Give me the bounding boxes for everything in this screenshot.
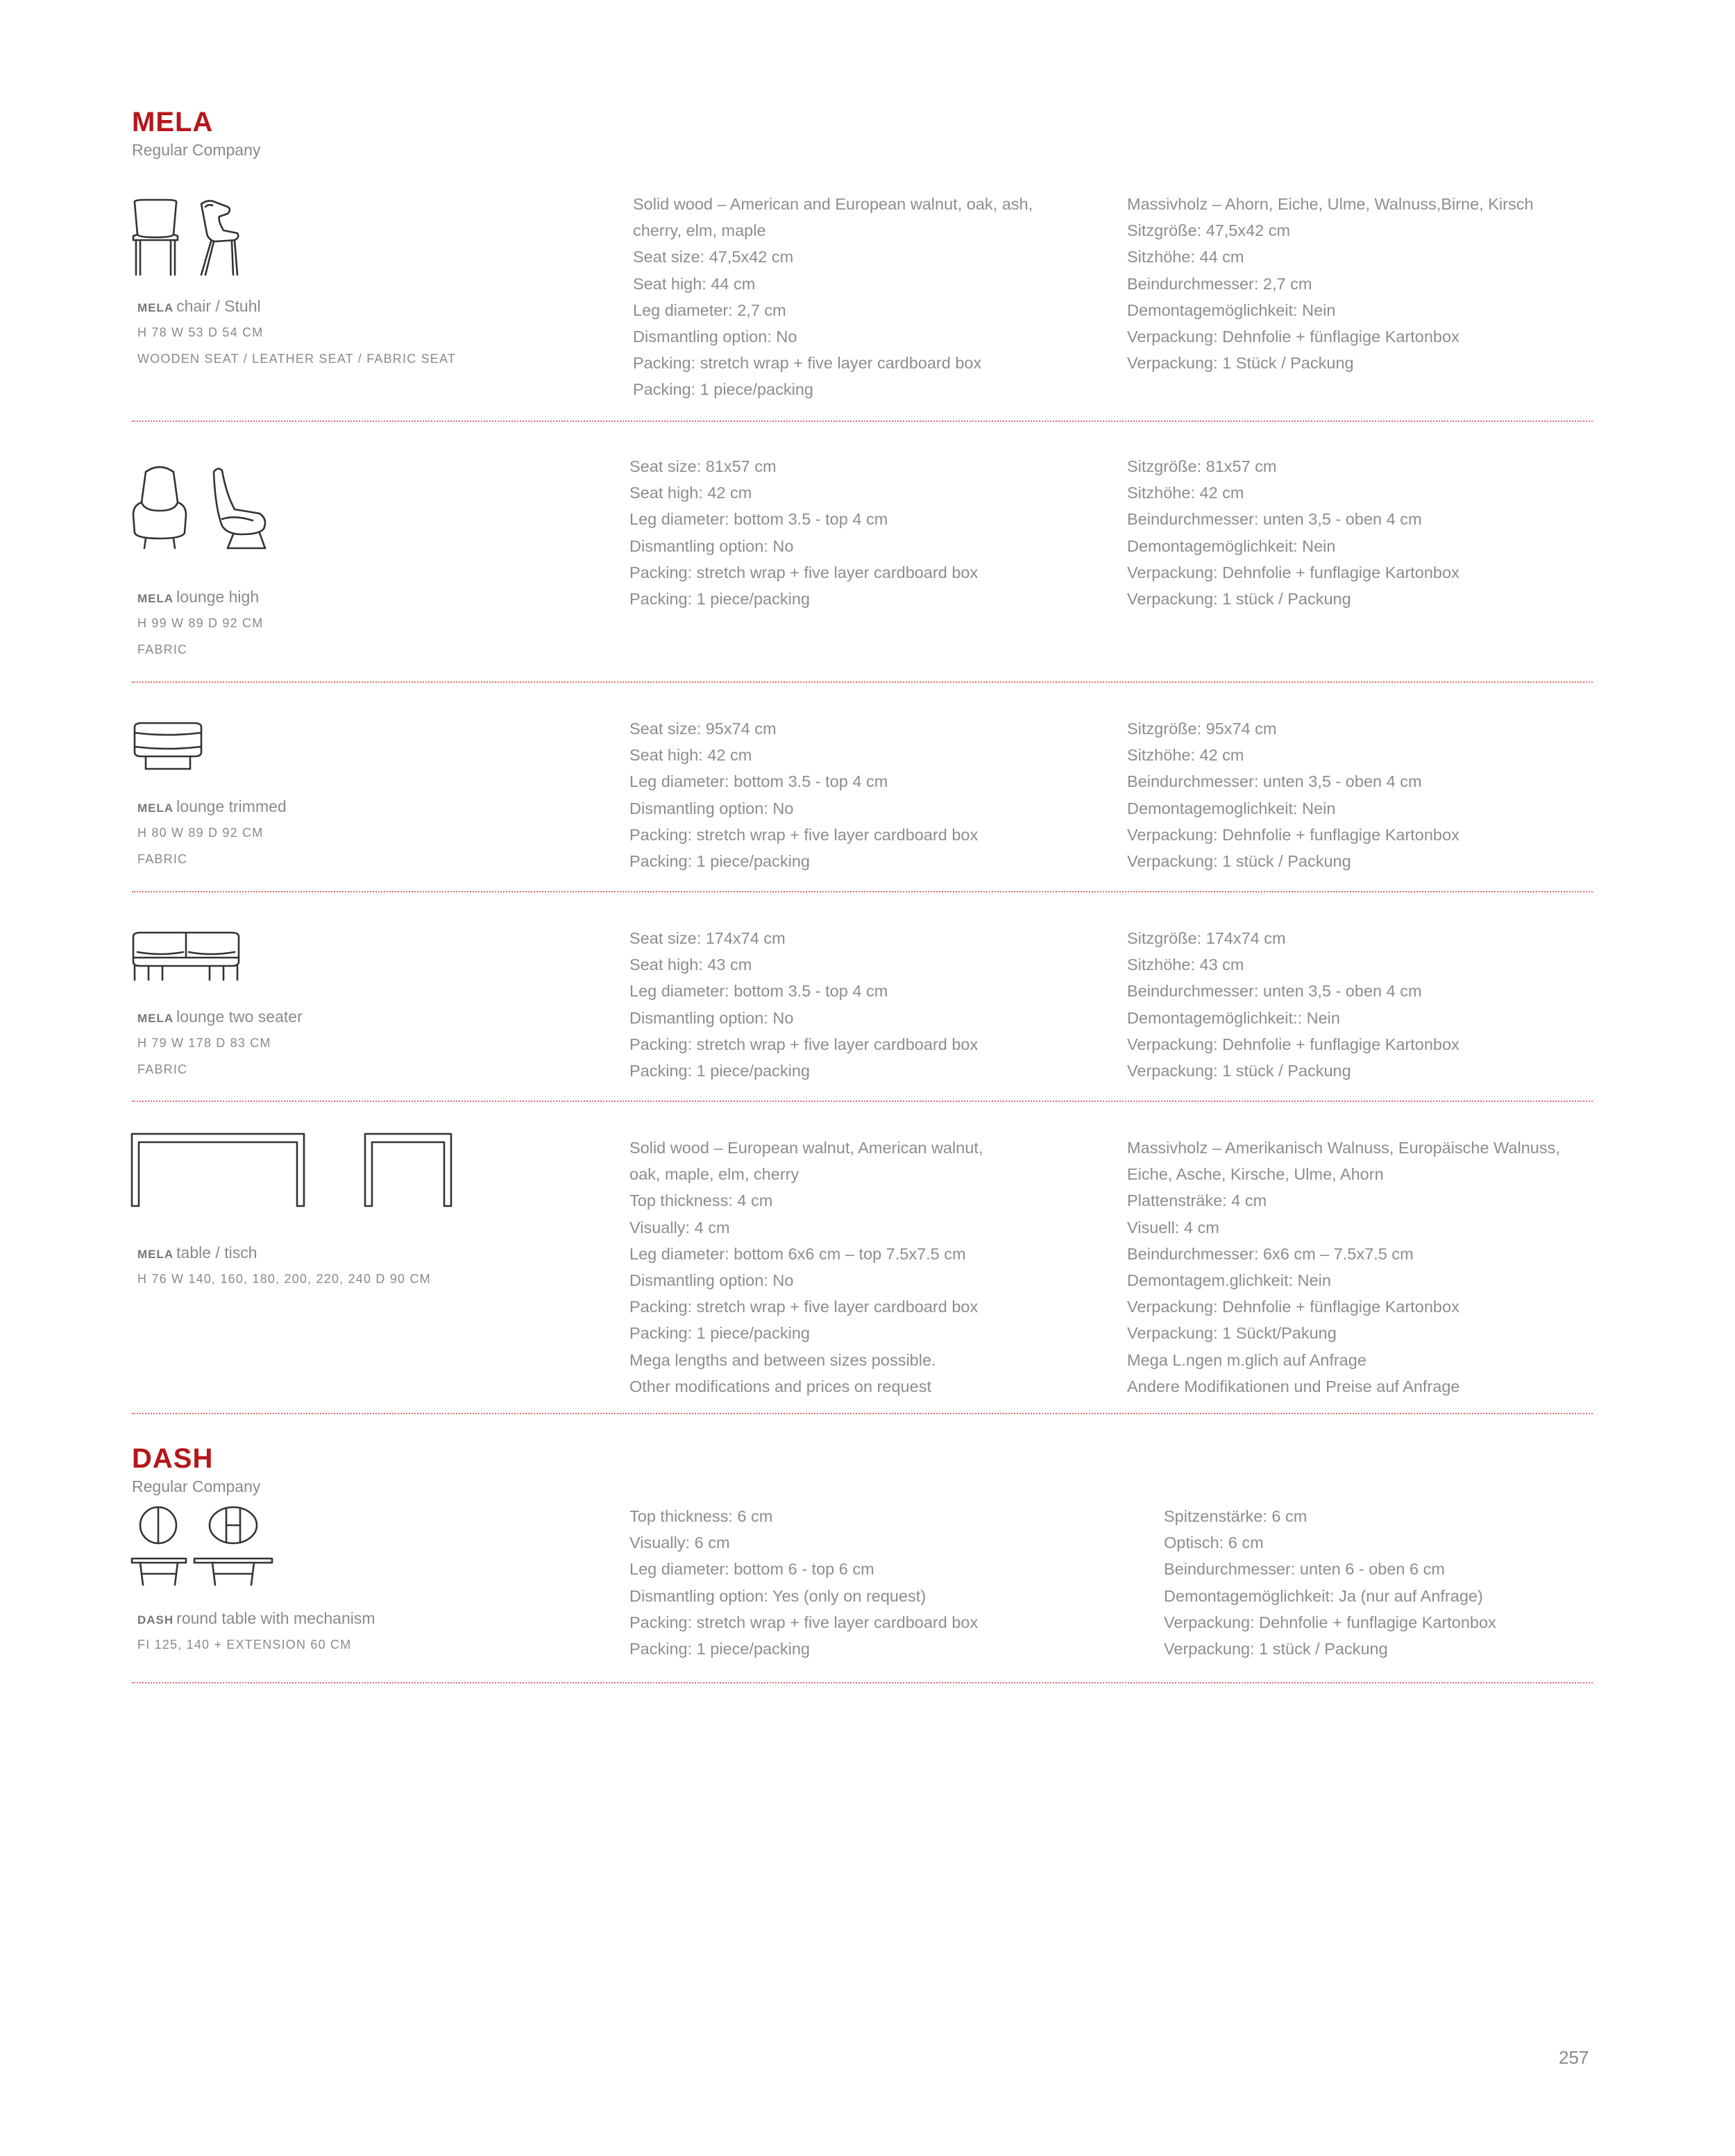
spec-line: Seat high: 42 cm	[629, 484, 752, 502]
spec-line: Eiche, Asche, Kirsche, Ulme, Ahorn	[1127, 1165, 1384, 1184]
product-name: chair / Stuhl	[176, 297, 261, 315]
lounge-chair-icon	[130, 466, 276, 550]
section-title-dash: DASH	[132, 1443, 214, 1474]
divider	[132, 1682, 1593, 1683]
product-name: table / tisch	[176, 1243, 257, 1262]
spec-line: Sitzgröße: 47,5x42 cm	[1127, 221, 1291, 240]
spec-line: Dismantling option: No	[629, 799, 794, 817]
spec-english	[633, 191, 1033, 403]
spec-line: Top thickness: 6 cm	[629, 1507, 773, 1525]
product-material: FABRIC	[137, 852, 188, 866]
spec-german	[1127, 925, 1459, 1084]
product-name: lounge trimmed	[176, 797, 287, 815]
product-brand: MELA	[137, 1248, 174, 1261]
spec-line: Beindurchmesser: 2,7 cm	[1127, 274, 1312, 293]
spec-line: Verpackung: Dehnfolie + fünflagige Kartonbox	[1127, 327, 1459, 346]
spec-line: Beindurchmesser: 6x6 cm – 7.5x7.5 cm	[1127, 1244, 1414, 1263]
spec-line: Massivholz – Amerikanisch Walnuss, Europäische Walnuss,	[1127, 1139, 1560, 1157]
product-name: lounge two seater	[176, 1008, 303, 1026]
product-material: FABRIC	[137, 643, 188, 656]
spec-line: Optisch: 6 cm	[1164, 1534, 1264, 1552]
product-caption	[137, 1003, 303, 1083]
spec-line: Massivholz – Ahorn, Eiche, Ulme, Walnuss,Birne, Kirsch	[1127, 195, 1534, 213]
spec-line: Verpackung: 1 stück / Packung	[1127, 1061, 1351, 1080]
spec-line: Verpackung: Dehnfolie + funflagige Kartonbox	[1164, 1613, 1496, 1631]
product-brand: MELA	[137, 801, 174, 815]
spec-line: Packing: 1 piece/packing	[629, 1639, 810, 1658]
chair-icon	[130, 200, 255, 276]
spec-line: Beindurchmesser: unten 3,5 - oben 4 cm	[1127, 772, 1422, 791]
spec-line: Dismantling option: No	[633, 327, 797, 346]
spec-line: Packing: stretch wrap + five layer cardboard box	[629, 1298, 979, 1316]
spec-line: Top thickness: 4 cm	[629, 1191, 773, 1210]
product-brand: MELA	[137, 301, 174, 314]
spec-english	[629, 715, 978, 874]
spec-line: Beindurchmesser: unten 3,5 - oben 4 cm	[1127, 982, 1422, 1001]
spec-line: Packing: stretch wrap + five layer cardboard box	[629, 563, 979, 582]
spec-line: Plattensträke: 4 cm	[1127, 1191, 1267, 1210]
spec-line: Packing: 1 piece/packing	[629, 1061, 810, 1080]
spec-line: Demontagemöglichkeit: Nein	[1127, 536, 1336, 555]
page-number: 257	[1559, 2047, 1589, 2068]
spec-line: Packing: stretch wrap + five layer cardboard box	[629, 825, 979, 844]
table-icon	[130, 1132, 457, 1209]
spec-line: Dismantling option: No	[629, 1008, 794, 1027]
divider	[132, 1413, 1593, 1414]
spec-line: Verpackung: Dehnfolie + funflagige Kartonbox	[1127, 563, 1459, 582]
spec-line: Packing: 1 piece/packing	[629, 1324, 810, 1343]
product-dimensions: H 80 W 89 D 92 CM	[137, 826, 264, 840]
spec-line: Sitzhöhe: 43 cm	[1127, 956, 1244, 974]
product-brand: MELA	[137, 592, 174, 605]
spec-line: Packing: 1 piece/packing	[629, 851, 810, 870]
spec-line: cherry, elm, maple	[633, 221, 766, 240]
product-caption	[137, 793, 287, 872]
sofa-icon	[130, 931, 242, 981]
spec-english	[629, 1503, 978, 1662]
spec-line: Seat high: 42 cm	[629, 746, 752, 765]
spec-line: Verpackung: 1 stück / Packung	[1127, 589, 1351, 608]
spec-line: Visually: 6 cm	[629, 1534, 730, 1552]
divider	[132, 421, 1593, 422]
spec-line: Visually: 4 cm	[629, 1218, 730, 1237]
product-dimensions: H 76 W 140, 160, 180, 200, 220, 240 D 90 CM	[137, 1272, 431, 1286]
spec-line: Sitzhöhe: 44 cm	[1127, 248, 1244, 266]
spec-line: Verpackung: Dehnfolie + funflagige Kartonbox	[1127, 825, 1459, 844]
spec-line: Spitzenstärke: 6 cm	[1164, 1507, 1307, 1525]
spec-line: Demontagem.glichkeit: Nein	[1127, 1271, 1331, 1289]
section-company-mela: Regular Company	[132, 141, 261, 159]
spec-line: Demontagemöglichkeit: Nein	[1127, 300, 1336, 319]
spec-line: Leg diameter: bottom 6 - top 6 cm	[629, 1560, 874, 1579]
spec-line: Seat size: 174x74 cm	[629, 929, 786, 947]
product-dimensions: H 79 W 178 D 83 CM	[137, 1036, 271, 1050]
spec-line: Other modifications and prices on request	[629, 1377, 931, 1395]
product-name: lounge high	[176, 588, 260, 606]
spec-line: Demontagemöglichkeit:: Nein	[1127, 1008, 1340, 1027]
spec-line: Leg diameter: bottom 3.5 - top 4 cm	[629, 772, 888, 791]
product-caption	[137, 293, 456, 372]
ottoman-icon	[130, 722, 207, 772]
spec-line: Andere Modifikationen und Preise auf Anfrage	[1127, 1377, 1460, 1395]
product-name: round table with mechanism	[176, 1609, 375, 1627]
spec-line: Solid wood – American and European walnut, oak, ash,	[633, 195, 1033, 213]
spec-line: Leg diameter: bottom 3.5 - top 4 cm	[629, 510, 888, 529]
spec-line: Verpackung: Dehnfolie + funflagige Kartonbox	[1127, 1035, 1459, 1053]
spec-line: Seat size: 95x74 cm	[629, 720, 777, 738]
spec-line: Sitzgröße: 81x57 cm	[1127, 457, 1277, 475]
spec-line: Dismantling option: No	[629, 536, 794, 555]
spec-line: Beindurchmesser: unten 6 - oben 6 cm	[1164, 1560, 1445, 1579]
spec-line: Seat high: 44 cm	[633, 274, 756, 293]
section-title-mela: MELA	[132, 107, 214, 137]
spec-line: Mega lengths and between sizes possible.	[629, 1350, 936, 1369]
spec-line: Seat size: 81x57 cm	[629, 457, 777, 475]
spec-line: Seat size: 47,5x42 cm	[633, 248, 794, 266]
spec-english	[629, 925, 978, 1084]
spec-line: Packing: stretch wrap + five layer cardboard box	[633, 354, 982, 373]
product-caption	[137, 584, 263, 663]
spec-german	[1127, 191, 1534, 376]
spec-line: Solid wood – European walnut, American walnut,	[629, 1139, 983, 1157]
spec-line: Packing: stretch wrap + five layer cardboard box	[629, 1613, 979, 1631]
product-caption	[137, 1239, 431, 1292]
spec-line: Verpackung: Dehnfolie + fünflagige Kartonbox	[1127, 1298, 1459, 1316]
spec-line: Demontagemoglichkeit: Nein	[1127, 799, 1336, 817]
product-dimensions: H 78 W 53 D 54 CM	[137, 325, 264, 339]
product-dimensions: FI 125, 140 + EXTENSION 60 CM	[137, 1638, 352, 1652]
spec-line: Seat high: 43 cm	[629, 956, 752, 974]
spec-german	[1127, 453, 1459, 612]
spec-line: Dismantling option: Yes (only on request)	[629, 1586, 926, 1605]
spec-line: Beindurchmesser: unten 3,5 - oben 4 cm	[1127, 510, 1422, 529]
spec-line: oak, maple, elm, cherry	[629, 1165, 799, 1184]
spec-line: Visuell: 4 cm	[1127, 1218, 1219, 1237]
spec-line: Sitzgröße: 174x74 cm	[1127, 929, 1286, 947]
spec-line: Sitzhöhe: 42 cm	[1127, 484, 1244, 502]
divider	[132, 681, 1593, 683]
divider	[132, 1101, 1593, 1102]
section-company-dash: Regular Company	[132, 1477, 261, 1495]
spec-line: Verpackung: 1 Stück / Packung	[1127, 354, 1354, 373]
spec-line: Demontagemöglichkeit: Ja (nur auf Anfrage)	[1164, 1586, 1483, 1605]
spec-line: Leg diameter: bottom 6x6 cm – top 7.5x7.5 cm	[629, 1244, 966, 1263]
spec-line: Packing: 1 piece/packing	[629, 589, 810, 608]
spec-line: Leg diameter: bottom 3.5 - top 4 cm	[629, 982, 888, 1001]
product-material: FABRIC	[137, 1062, 188, 1076]
spec-line: Sitzgröße: 95x74 cm	[1127, 720, 1277, 738]
spec-line: Packing: stretch wrap + five layer cardboard box	[629, 1035, 979, 1053]
spec-german	[1127, 715, 1459, 874]
spec-line: Leg diameter: 2,7 cm	[633, 300, 786, 319]
product-material: WOODEN SEAT / LEATHER SEAT / FABRIC SEAT	[137, 352, 457, 366]
divider	[132, 891, 1593, 892]
product-caption	[137, 1605, 375, 1658]
spec-line: Packing: 1 piece/packing	[633, 380, 813, 399]
spec-english	[629, 453, 978, 612]
product-brand: DASH	[137, 1613, 174, 1627]
spec-english	[629, 1135, 983, 1400]
spec-german	[1127, 1135, 1560, 1400]
product-brand: MELA	[137, 1012, 174, 1025]
spec-line: Sitzhöhe: 42 cm	[1127, 746, 1244, 765]
spec-line: Verpackung: 1 stück / Packung	[1127, 851, 1351, 870]
round-table-icon	[130, 1506, 276, 1589]
spec-line: Verpackung: 1 Sückt/Pakung	[1127, 1324, 1337, 1343]
spec-german	[1164, 1503, 1496, 1662]
spec-line: Dismantling option: No	[629, 1271, 794, 1289]
spec-line: Verpackung: 1 stück / Packung	[1164, 1639, 1388, 1658]
product-dimensions: H 99 W 89 D 92 CM	[137, 616, 264, 630]
spec-line: Mega L.ngen m.glich auf Anfrage	[1127, 1350, 1366, 1369]
